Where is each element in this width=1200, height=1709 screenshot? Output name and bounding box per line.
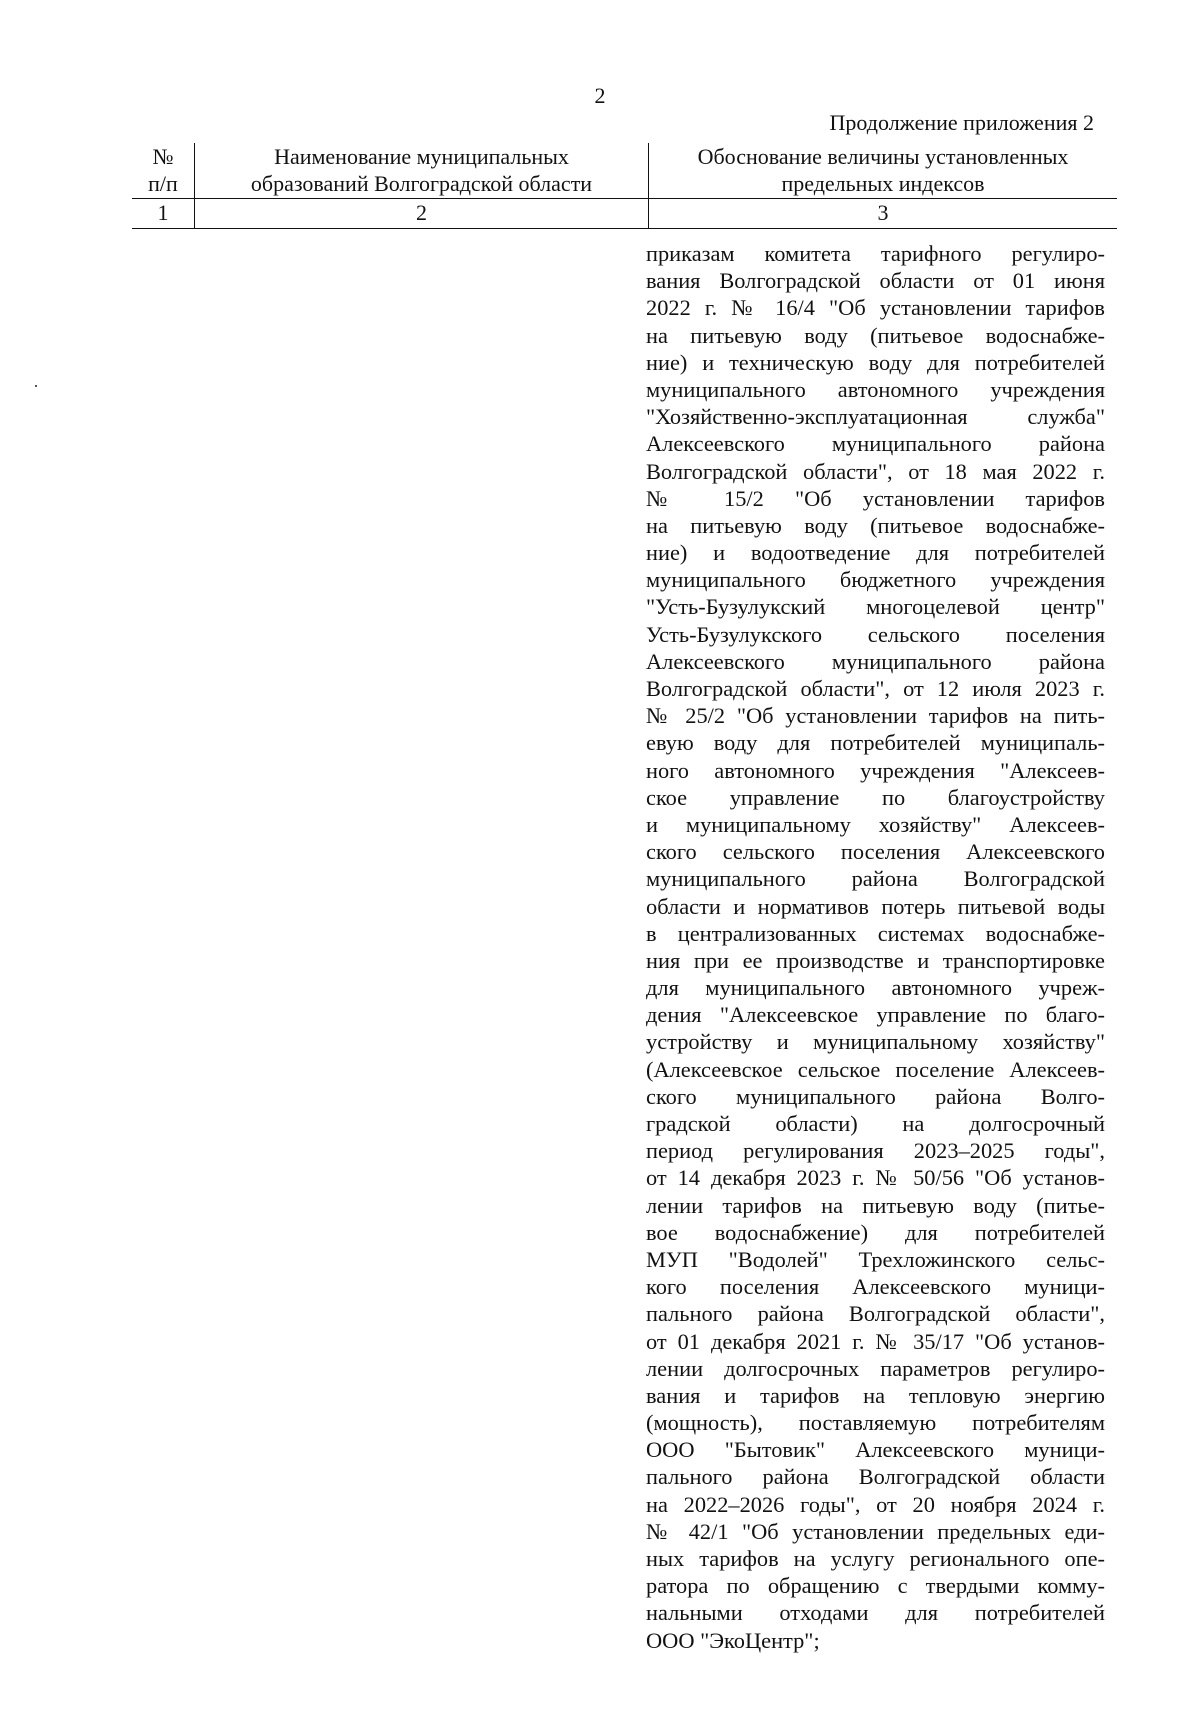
text-line: ного автономного учреждения "Алексеев- <box>646 757 1105 783</box>
text-line: приказам комитета тарифного регулиро- <box>646 241 1105 266</box>
text-line: вания и тарифов на тепловую энергию <box>646 1382 1105 1408</box>
header-cell-line: образований Волгоградской области <box>250 171 593 196</box>
text-line: Алексеевского муниципального района <box>646 431 1105 457</box>
header-cell-municipality <box>195 143 649 199</box>
text-line: Усть-Бузулукского сельского поселения <box>646 621 1105 647</box>
text-line: Алексеевского муниципального района <box>646 648 1105 674</box>
text-line: Волгоградской области", от 18 мая 2022 г. <box>646 458 1105 484</box>
scan-speck <box>35 385 37 387</box>
text-line: ООО "ЭкоЦентр"; <box>646 1627 820 1653</box>
text-line: Волгоградской области", от 12 июля 2023 г. <box>646 676 1105 701</box>
header-cell-justification <box>649 143 1118 199</box>
text-line: период регулирования 2023–2025 годы", <box>646 1138 1105 1164</box>
table-header-row <box>132 143 1117 199</box>
text-line: ское управление по благоустройству <box>646 784 1105 810</box>
text-line: (Алексеевское сельское поселение Алексеев- <box>646 1056 1105 1082</box>
header-cell-line: Обоснование величины установленных <box>697 144 1069 169</box>
text-line: 2022 г. № 16/4 "Об установлении тарифов <box>646 295 1105 321</box>
text-line: устройству и муниципальному хозяйству" <box>646 1029 1105 1055</box>
appendix-continuation-label: Продолжение приложения 2 <box>829 110 1094 135</box>
text-line: области и нормативов потерь питьевой воды <box>646 893 1105 919</box>
text-line: муниципального района Волгоградской <box>646 866 1105 892</box>
text-line: ратора по обращению с твердыми комму- <box>646 1573 1105 1599</box>
header-cell-number <box>132 143 195 199</box>
text-line: нальными отходами для потребителей <box>646 1600 1105 1626</box>
header-cell-line: № <box>152 144 174 169</box>
text-line: лении тарифов на питьевую воду (питье- <box>646 1192 1105 1218</box>
text-line: № 42/1 "Об установлении предельных еди- <box>646 1518 1105 1544</box>
column-number-3: 3 <box>649 199 1118 229</box>
text-line: муниципального автономного учреждения <box>646 376 1105 402</box>
text-line: ных тарифов на услугу регионального опе- <box>646 1546 1105 1571</box>
text-line: № 25/2 "Об установлении тарифов на пить- <box>646 703 1105 729</box>
text-line: ского сельского поселения Алексеевского <box>646 839 1105 865</box>
text-line: дения "Алексеевское управление по благо- <box>646 1002 1105 1028</box>
text-line: № 15/2 "Об установлении тарифов <box>646 485 1105 511</box>
table-column-number-row <box>132 199 1117 229</box>
text-line: на питьевую воду (питьевое водоснабже- <box>646 322 1105 348</box>
header-cell-line: Наименование муниципальных <box>274 144 569 169</box>
text-line: ние) и водоотведение для потребителей <box>646 540 1105 566</box>
text-line: пального района Волгоградской области", <box>646 1301 1105 1327</box>
page-number: 2 <box>594 83 606 108</box>
appendix-table-header <box>132 143 1117 229</box>
text-line: кого поселения Алексеевского муници- <box>646 1274 1105 1300</box>
text-line: вое водоснабжение) для потребителей <box>646 1219 1105 1245</box>
text-line: ского муниципального района Волго- <box>646 1083 1105 1109</box>
header-cell-line: п/п <box>148 171 178 196</box>
text-line: и муниципальному хозяйству" Алексеев- <box>646 811 1105 837</box>
text-line: от 14 декабря 2023 г. № 50/56 "Об установ- <box>646 1165 1105 1191</box>
column-number-2: 2 <box>195 199 649 229</box>
text-line: для муниципального автономного учреж- <box>646 975 1105 1001</box>
text-line: вания Волгоградской области от 01 июня <box>646 268 1105 294</box>
text-line: "Хозяйственно-эксплуатационная служба" <box>646 404 1105 430</box>
text-line: на питьевую воду (питьевое водоснабже- <box>646 512 1105 538</box>
text-line: пального района Волгоградской области <box>646 1464 1105 1490</box>
column-number-1: 1 <box>132 199 195 229</box>
text-line: (мощность), поставляемую потребителям <box>646 1410 1105 1436</box>
text-line: лении долгосрочных параметров регулиро- <box>646 1355 1105 1381</box>
text-line: МУП "Водолей" Трехложинского сельс- <box>646 1246 1105 1272</box>
text-line: градской области) на долгосрочный <box>646 1111 1105 1136</box>
text-line: ния при ее производстве и транспортировке <box>646 947 1105 973</box>
text-line: "Усть-Бузулукский многоцелевой центр" <box>646 594 1105 620</box>
header-cell-line: предельных индексов <box>781 171 985 196</box>
text-line: на 2022–2026 годы", от 20 ноября 2024 г. <box>646 1491 1105 1517</box>
text-line: от 01 декабря 2021 г. № 35/17 "Об установ- <box>646 1328 1105 1354</box>
text-line: муниципального бюджетного учреждения <box>646 567 1105 593</box>
text-line: ООО "Бытовик" Алексеевского муници- <box>646 1437 1105 1463</box>
justification-text <box>646 240 1105 1654</box>
text-line: ние) и техническую воду для потребителей <box>646 349 1105 375</box>
text-line: евую воду для потребителей муниципаль- <box>646 730 1105 756</box>
text-line: в централизованных системах водоснабже- <box>646 920 1105 946</box>
